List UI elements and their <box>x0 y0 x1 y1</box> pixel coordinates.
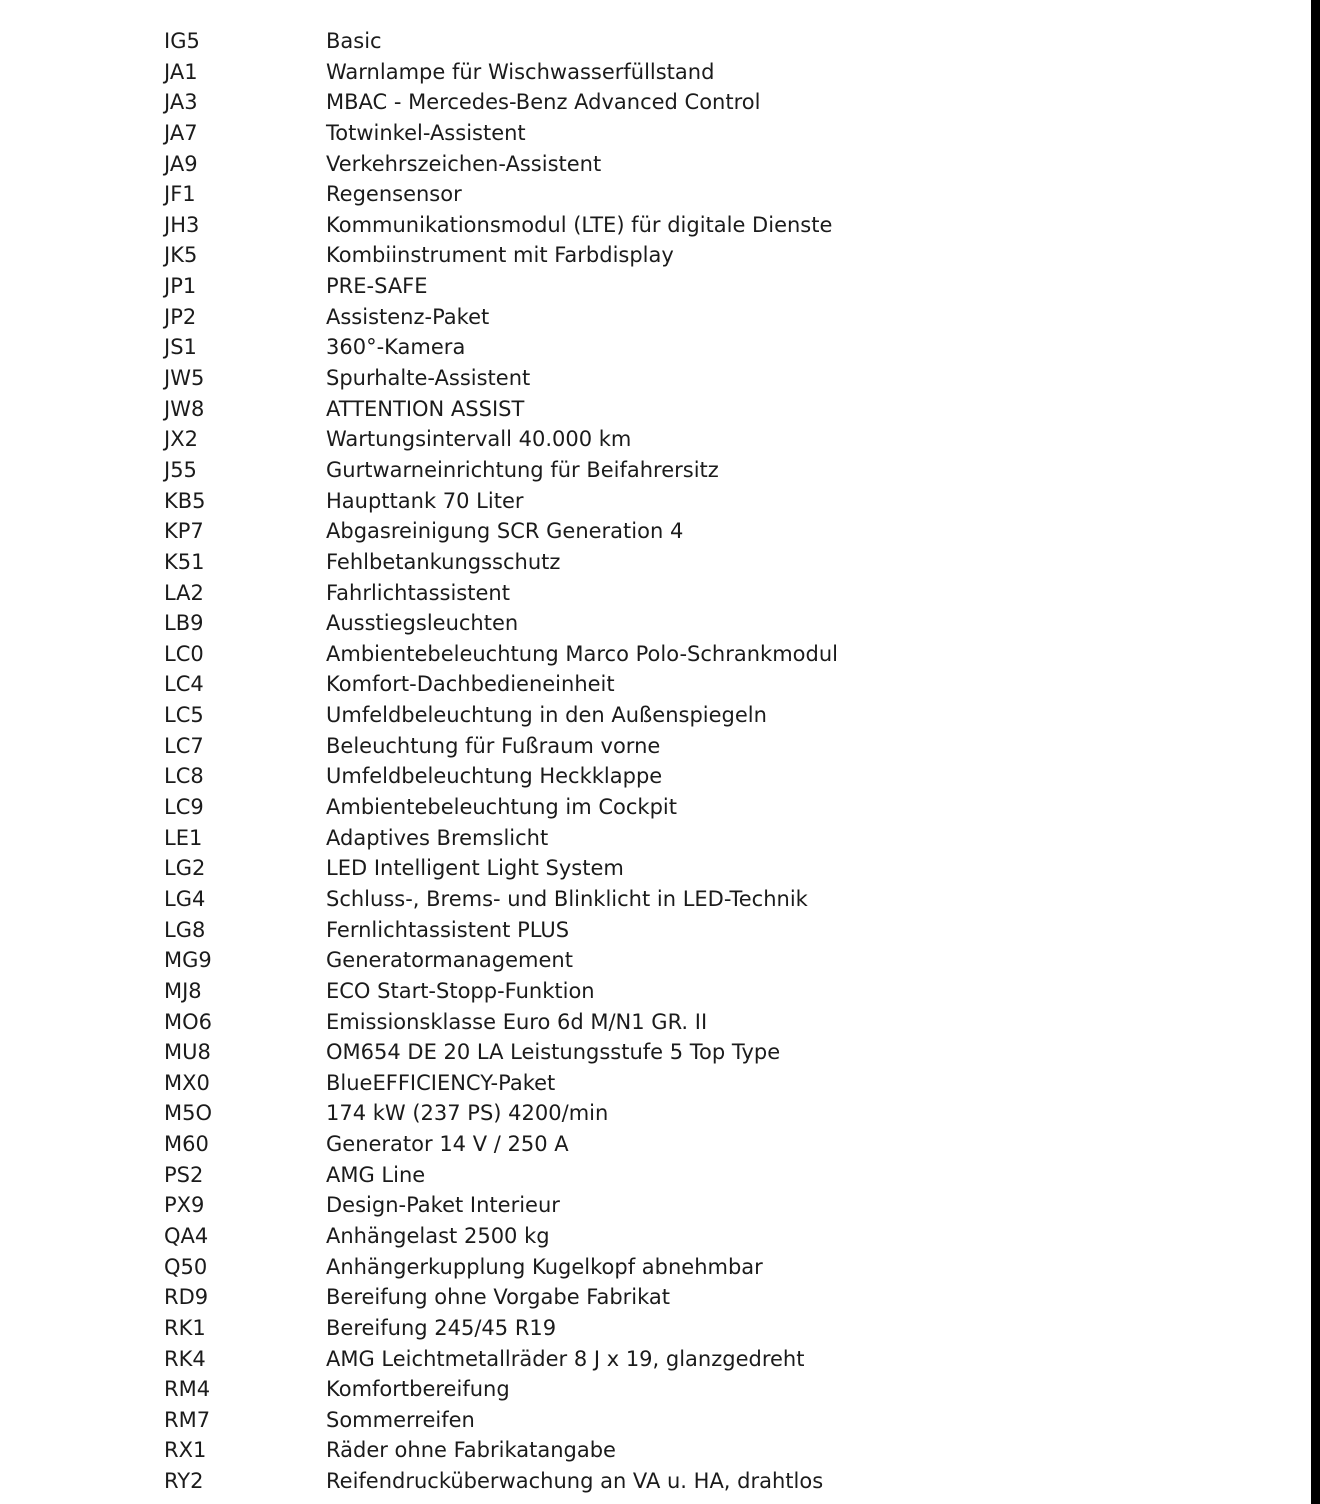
option-description: LED Intelligent Light System <box>326 856 624 881</box>
option-code: LG4 <box>164 886 206 911</box>
list-item <box>164 118 838 149</box>
option-description: 360°-Kamera <box>326 335 466 360</box>
option-code: RK4 <box>164 1346 206 1371</box>
option-code: RM4 <box>164 1377 211 1402</box>
list-item <box>164 578 838 609</box>
option-description: Umfeldbeleuchtung Heckklappe <box>326 764 663 789</box>
list-item <box>164 976 838 1007</box>
option-description: Gurtwarneinrichtung für Beifahrersitz <box>326 457 719 482</box>
option-code: MO6 <box>164 1009 213 1034</box>
option-description: ATTENTION ASSIST <box>326 396 525 421</box>
option-description: Komfort-Dachbedieneinheit <box>326 672 615 697</box>
list-item <box>164 210 838 241</box>
option-description: Räder ohne Fabrikatangabe <box>326 1438 616 1463</box>
list-item <box>164 271 838 302</box>
option-code: LC8 <box>164 764 204 789</box>
list-item <box>164 884 838 915</box>
list-item <box>164 1129 838 1160</box>
list-item <box>164 547 838 578</box>
list-item <box>164 639 838 670</box>
option-description: Warnlampe für Wischwasserfüllstand <box>326 59 715 84</box>
list-item <box>164 394 838 425</box>
list-item <box>164 1405 838 1436</box>
option-code: JX2 <box>164 427 198 452</box>
list-item <box>164 240 838 271</box>
option-code: LE1 <box>164 825 203 850</box>
option-code: Q50 <box>164 1254 208 1279</box>
option-description: Sommerreifen <box>326 1407 475 1432</box>
option-description: Bereifung ohne Vorgabe Fabrikat <box>326 1285 671 1310</box>
option-code: JA1 <box>164 59 198 84</box>
list-item <box>164 1282 838 1313</box>
list-item <box>164 1160 838 1191</box>
option-description: Bereifung 245/45 R19 <box>326 1315 557 1340</box>
option-code: M5O <box>164 1101 213 1126</box>
option-description: Basic <box>326 29 382 53</box>
option-code: JW8 <box>164 396 205 421</box>
option-code: JW5 <box>164 366 205 391</box>
list-item <box>164 1221 838 1252</box>
option-code: KP7 <box>164 519 204 544</box>
list-item <box>164 516 838 547</box>
option-description: Ambientebeleuchtung im Cockpit <box>326 795 677 820</box>
option-code: JA9 <box>164 151 198 176</box>
option-description: Reifendrucküberwachung an VA u. HA, drahtlos <box>326 1469 824 1494</box>
option-code: PX9 <box>164 1193 205 1218</box>
list-item <box>164 1068 838 1099</box>
option-code: LG8 <box>164 917 206 942</box>
option-code: RD9 <box>164 1285 209 1310</box>
option-code: KB5 <box>164 488 206 513</box>
list-item <box>164 823 838 854</box>
option-description: 174 kW (237 PS) 4200/min <box>326 1101 609 1126</box>
list-item <box>164 57 838 88</box>
list-item <box>164 486 838 517</box>
list-item <box>164 1037 838 1068</box>
list-item <box>164 945 838 976</box>
list-item <box>164 669 838 700</box>
list-item <box>164 608 838 639</box>
option-code: JK5 <box>164 243 198 268</box>
option-description: Umfeldbeleuchtung in den Außenspiegeln <box>326 703 767 728</box>
list-item <box>164 1007 838 1038</box>
option-description: Beleuchtung für Fußraum vorne <box>326 733 661 758</box>
list-item <box>164 761 838 792</box>
option-code: RX1 <box>164 1438 207 1463</box>
option-code: JF1 <box>164 182 196 207</box>
option-code: LC7 <box>164 733 204 758</box>
list-item <box>164 332 838 363</box>
option-description: Wartungsintervall 40.000 km <box>326 427 632 452</box>
option-code: M60 <box>164 1132 209 1157</box>
option-description: Ausstiegsleuchten <box>326 611 519 636</box>
option-code: IG5 <box>164 29 200 53</box>
option-code: MJ8 <box>164 978 202 1003</box>
list-item <box>164 1313 838 1344</box>
option-description: ECO Start-Stopp-Funktion <box>326 978 595 1003</box>
list-item <box>164 1435 838 1466</box>
option-code: J55 <box>164 457 197 482</box>
option-code: RM7 <box>164 1407 211 1432</box>
option-code: LC4 <box>164 672 204 697</box>
option-description: Regensensor <box>326 182 462 207</box>
option-code: JP1 <box>164 274 197 299</box>
list-item <box>164 1098 838 1129</box>
option-code: LC0 <box>164 641 204 666</box>
option-code: JA3 <box>164 90 198 115</box>
list-item <box>164 87 838 118</box>
option-code: MX0 <box>164 1070 210 1095</box>
list-item <box>164 424 838 455</box>
option-code-list <box>164 26 838 1497</box>
option-code: LA2 <box>164 580 204 605</box>
list-item <box>164 1344 838 1375</box>
list-item <box>164 1190 838 1221</box>
list-item <box>164 792 838 823</box>
option-description: Anhängerkupplung Kugelkopf abnehmbar <box>326 1254 763 1279</box>
option-code: JS1 <box>164 335 197 360</box>
option-code: LG2 <box>164 856 206 881</box>
list-item <box>164 455 838 486</box>
option-code: JA7 <box>164 120 198 145</box>
option-description: AMG Line <box>326 1162 426 1187</box>
option-description: Fernlichtassistent PLUS <box>326 917 570 942</box>
option-description: Totwinkel-Assistent <box>326 120 526 145</box>
option-description: Spurhalte-Assistent <box>326 366 531 391</box>
option-code: MG9 <box>164 948 212 973</box>
list-item <box>164 149 838 180</box>
option-description: Anhängelast 2500 kg <box>326 1223 550 1248</box>
option-description: BlueEFFICIENCY-Paket <box>326 1070 556 1095</box>
option-description: Fahrlichtassistent <box>326 580 510 605</box>
option-description: Generator 14 V / 250 A <box>326 1132 569 1157</box>
option-description: Assistenz-Paket <box>326 304 490 329</box>
option-code: RK1 <box>164 1315 206 1340</box>
option-description: Schluss-, Brems- und Blinklicht in LED-Technik <box>326 886 808 911</box>
option-description: Kombiinstrument mit Farbdisplay <box>326 243 674 268</box>
option-description: Generatormanagement <box>326 948 573 973</box>
list-item <box>164 853 838 884</box>
option-code: K51 <box>164 549 205 574</box>
option-description: Kommunikationsmodul (LTE) für digitale Dienste <box>326 212 833 237</box>
option-description: AMG Leichtmetallräder 8 J x 19, glanzgedreht <box>326 1346 805 1371</box>
option-code: JH3 <box>164 212 200 237</box>
option-description: Komfortbereifung <box>326 1377 510 1402</box>
option-code: QA4 <box>164 1223 209 1248</box>
option-code: RY2 <box>164 1469 204 1494</box>
option-description: Verkehrszeichen-Assistent <box>326 151 602 176</box>
option-description: Haupttank 70 Liter <box>326 488 524 513</box>
option-description: MBAC - Mercedes-Benz Advanced Control <box>326 90 761 115</box>
list-item <box>164 302 838 333</box>
option-description: Abgasreinigung SCR Generation 4 <box>326 519 684 544</box>
option-description: Emissionsklasse Euro 6d M/N1 GR. II <box>326 1009 708 1034</box>
option-code: LC5 <box>164 703 204 728</box>
list-item <box>164 700 838 731</box>
option-description: Adaptives Bremslicht <box>326 825 549 850</box>
option-code: LC9 <box>164 795 204 820</box>
list-item <box>164 731 838 762</box>
option-code: LB9 <box>164 611 204 636</box>
list-item <box>164 179 838 210</box>
page-edge-bar <box>1311 0 1320 1504</box>
option-description: Design-Paket Interieur <box>326 1193 560 1218</box>
option-description: Fehlbetankungsschutz <box>326 549 561 574</box>
list-item <box>164 915 838 946</box>
option-code: JP2 <box>164 304 197 329</box>
list-item <box>164 1466 838 1497</box>
list-item <box>164 1374 838 1405</box>
option-code: PS2 <box>164 1162 204 1187</box>
option-description: Ambientebeleuchtung Marco Polo-Schrankmodul <box>326 641 838 666</box>
option-code: MU8 <box>164 1040 211 1065</box>
list-item <box>164 1252 838 1283</box>
list-item <box>164 26 838 57</box>
option-description: PRE-SAFE <box>326 274 428 299</box>
option-description: OM654 DE 20 LA Leistungsstufe 5 Top Type <box>326 1040 781 1065</box>
list-item <box>164 363 838 394</box>
